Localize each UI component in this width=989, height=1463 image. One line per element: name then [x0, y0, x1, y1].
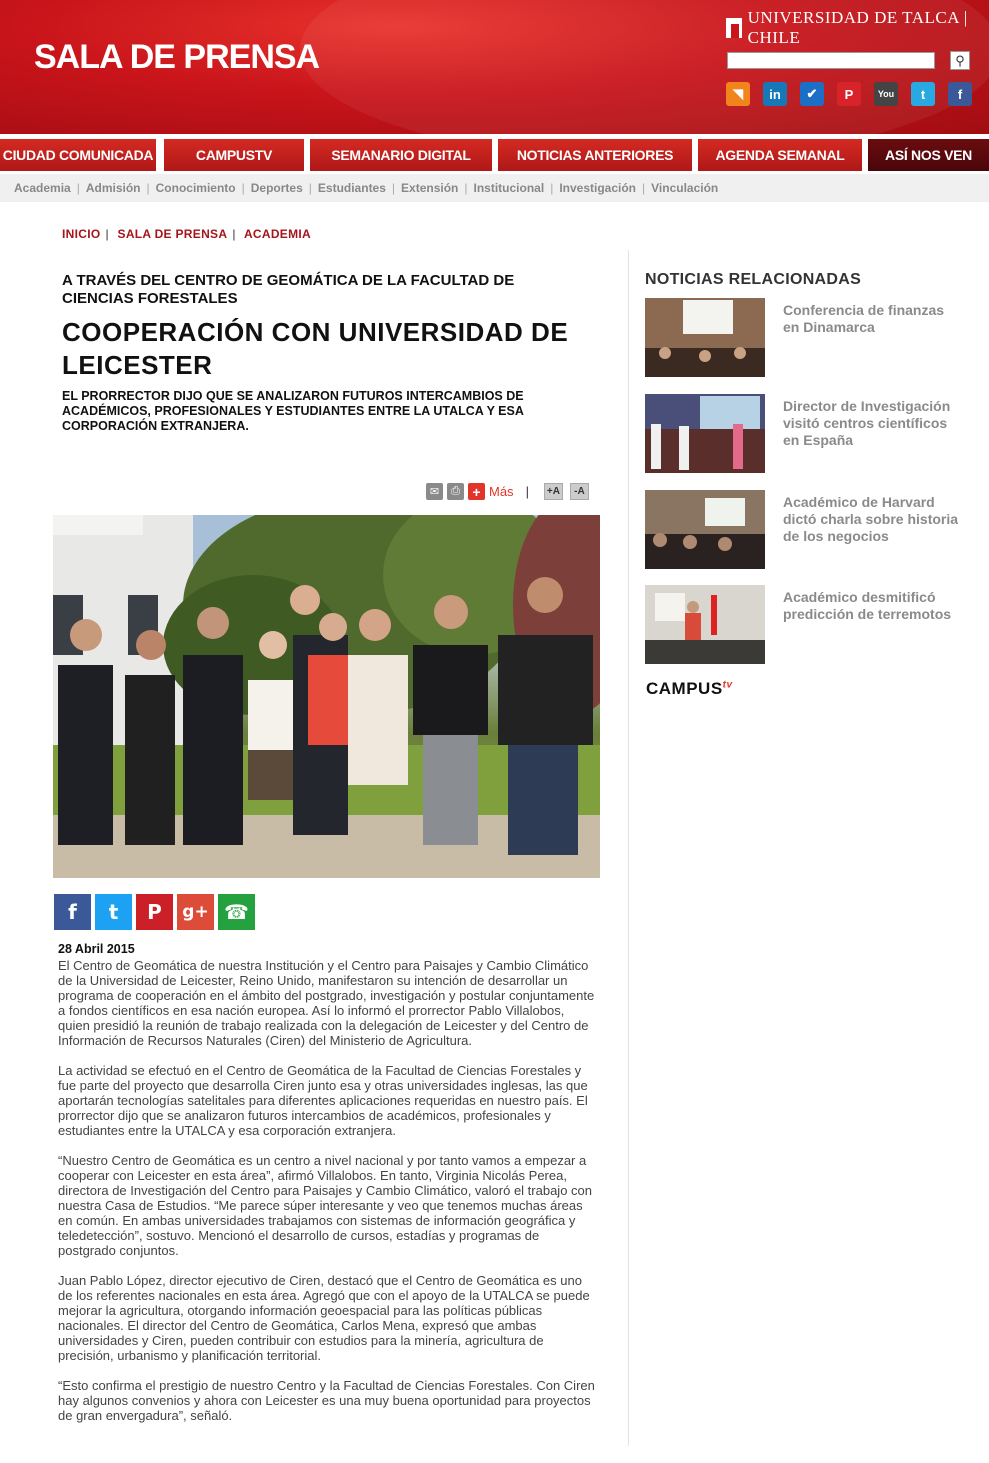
breadcrumb: INICIO | SALA DE PRENSA | ACADEMIA — [62, 227, 312, 241]
article-date: 28 Abril 2015 — [58, 942, 135, 956]
subnav-item-extension[interactable]: Extensión — [401, 181, 459, 195]
main-nav — [0, 134, 989, 174]
article-lead: EL PRORRECTOR DIJO QUE SE ANALIZARON FUTUROS INTERCAMBIOS DE ACADÉMICOS, PROFESIONALES Y ESTUDIANTES ENTRE LA UTALCA Y ESA CORPORACIÓN EXTRANJERA. — [62, 389, 524, 433]
university-logo[interactable] — [726, 8, 989, 48]
breadcrumb-academia[interactable]: ACADEMIA — [243, 227, 312, 241]
related-news-title: NOTICIAS RELACIONADAS — [645, 271, 862, 288]
search-button[interactable] — [950, 51, 970, 70]
tab-ciudad-comunicada[interactable]: CIUDAD COMUNICADA — [0, 139, 156, 171]
related-news-thumbnail[interactable] — [645, 490, 765, 569]
search-icon: ⚲ — [955, 52, 965, 68]
article-overtitle: A TRAVÉS DEL CENTRO DE GEOMÁTICA DE LA FACULTAD DE CIENCIAS FORESTALES — [62, 272, 515, 307]
subnav-item-investigacion[interactable]: Investigación — [559, 181, 636, 195]
related-news-link[interactable]: Conferencia de finanzas en Dinamarca — [783, 302, 945, 335]
email-icon[interactable]: ✉ — [426, 483, 443, 500]
subnav-item-vinculacion[interactable]: Vinculación — [651, 181, 719, 195]
share-twitter-icon[interactable]: t — [95, 894, 132, 930]
subnav-item-deportes[interactable]: Deportes — [250, 181, 303, 195]
related-news-link[interactable]: Director de Investigación visitó centros científicos en España — [783, 398, 951, 448]
share-whatsapp-icon[interactable]: ☎ — [218, 894, 255, 930]
tab-noticias-anteriores[interactable]: NOTICIAS ANTERIORES — [498, 139, 692, 171]
related-news-thumbnail[interactable] — [645, 298, 765, 377]
print-icon[interactable]: ⎙ — [447, 483, 464, 500]
font-increase-button[interactable]: +A — [544, 483, 563, 500]
share-more-icon[interactable]: + — [468, 483, 485, 500]
share-googleplus-icon[interactable]: g+ — [177, 894, 214, 930]
tab-semanario-digital[interactable]: SEMANARIO DIGITAL — [310, 139, 492, 171]
social-links — [726, 82, 972, 106]
article-photo — [53, 515, 600, 878]
tab-agenda-semanal[interactable]: AGENDA SEMANAL — [698, 139, 862, 171]
subnav-item-institucional[interactable]: Institucional — [473, 181, 545, 195]
subnav-item-academia[interactable]: Academia — [14, 181, 71, 195]
pinterest-icon[interactable]: P — [837, 82, 861, 106]
site-header — [0, 0, 989, 134]
breadcrumb-inicio[interactable]: INICIO — [62, 227, 101, 241]
twitter-icon[interactable]: t — [911, 82, 935, 106]
share-pinterest-icon[interactable]: P — [136, 894, 173, 930]
campustv-logo-text: CAMPUS — [646, 679, 723, 698]
column-divider — [628, 250, 629, 1446]
article-paragraph: “Nuestro Centro de Geomática es un centro a nivel nacional y por tanto vamos a empezar a cooperar con Leicester en esta área”, afirmó Villalobos. En tanto, Virginia Nicolás Perea, directora de Investigación del Centro para Paisajes y Cambio Climático, valoró el trabajo con nuestra Casa de Estudios. “Me parece súper interesante y veo que tenemos muchas áreas en común. En ambas universidades trabajamos con sistemas de información geográfica y teledetección”, sostuvo. Mencionó el desarrollo de cursos, estadías y programas de postgrado conjuntos. — [58, 1153, 592, 1258]
subnav-item-estudiantes[interactable]: Estudiantes — [317, 181, 386, 195]
check-icon[interactable]: ✔ — [800, 82, 824, 106]
article-tools — [426, 483, 589, 500]
rss-icon[interactable]: ◥ — [726, 82, 750, 106]
related-news-link[interactable]: Académico de Harvard dictó charla sobre historia de los negocios — [783, 494, 959, 544]
university-name: UNIVERSIDAD DE TALCA | CHILE — [747, 8, 968, 47]
linkedin-icon[interactable]: in — [763, 82, 787, 106]
article-paragraph: “Esto confirma el prestigio de nuestro Centro y la Facultad de Ciencias Forestales. Con Ciren hay algunos convenios y ahora con Leicester es una muy buena oportunidad para proyectos de gran envergadura”, señaló. — [58, 1378, 595, 1423]
search-input[interactable] — [727, 52, 935, 69]
article-paragraph: La actividad se efectuó en el Centro de Geomática de la Facultad de Ciencias Forestales y fue parte del proyecto que desarrolla Ciren junto esa y otras universidades inglesas, las que aportarán tecnologías satelitales para diferentes aplicaciones requeridas en nuestro país. El prorrector dijo que se analizaron futuros intercambios de académicos, profesionales y estudiantes entre la UTALCA y esa corporación extranjera. — [58, 1063, 588, 1138]
breadcrumb-sala-de-prensa[interactable]: SALA DE PRENSA — [117, 227, 228, 241]
related-news-thumbnail[interactable] — [645, 585, 765, 664]
campustv-logo[interactable] — [646, 679, 733, 699]
article-paragraph: Juan Pablo López, director ejecutivo de Ciren, destacó que el Centro de Geomática es uno de los referentes nacionales en esta área. Agregó que con el apoyo de la UTALCA se puede mejorar la agricultura, otorgando información geoespacial para las políticas públicas nacionales. El director del Centro de Geomática, Carlos Mena, expresó que ambas universidades y Ciren, pueden contribuir con estudios para la minería, agricultura de precisión, urbanismo y planificación territorial. — [58, 1273, 590, 1363]
university-logo-icon — [726, 18, 742, 38]
subnav-item-admision[interactable]: Admisión — [85, 181, 141, 195]
related-news-thumbnail[interactable] — [645, 394, 765, 473]
tools-separator: | — [525, 484, 529, 499]
article-paragraph: El Centro de Geomática de nuestra Institución y el Centro para Paisajes y Cambio Climático de la Universidad de Leicester, Reino Unido, manifestaron su intención de desarrollar un programa de cooperación en el ámbito del postgrado, investigación y postular conjuntamente a fondos científicos en esa nación europea. Así lo informó el prorrector Pablo Villalobos, quien presidió la reunión de trabajo realizada con la delegación de Leicester y del Centro de Información de Recursos Naturales (Ciren) del Ministerio de Agricultura. — [58, 958, 595, 1048]
facebook-icon[interactable]: f — [948, 82, 972, 106]
font-decrease-button[interactable]: -A — [570, 483, 589, 500]
category-nav: Academia | Admisión | Conocimiento | Deportes | Estudiantes | Extensión | Institucional | Investigación | Vinculación — [0, 174, 989, 202]
share-more-label[interactable]: Más — [489, 484, 514, 499]
site-title[interactable]: SALA DE PRENSA — [34, 38, 320, 76]
subnav-item-conocimiento[interactable]: Conocimiento — [155, 181, 236, 195]
tab-campustv[interactable]: CAMPUSTV — [164, 139, 304, 171]
related-news-link[interactable]: Académico desmitificó predicción de terremotos — [783, 589, 952, 622]
share-buttons — [54, 894, 255, 930]
campustv-logo-suffix: tv — [722, 679, 733, 691]
article-title: COOPERACIÓN CON UNIVERSIDAD DE LEICESTER — [62, 317, 569, 380]
article-body — [58, 958, 598, 1438]
youtube-icon[interactable]: You — [874, 82, 898, 106]
tab-asi-nos-ven[interactable]: ASÍ NOS VEN — [868, 139, 989, 171]
share-facebook-icon[interactable]: f — [54, 894, 91, 930]
